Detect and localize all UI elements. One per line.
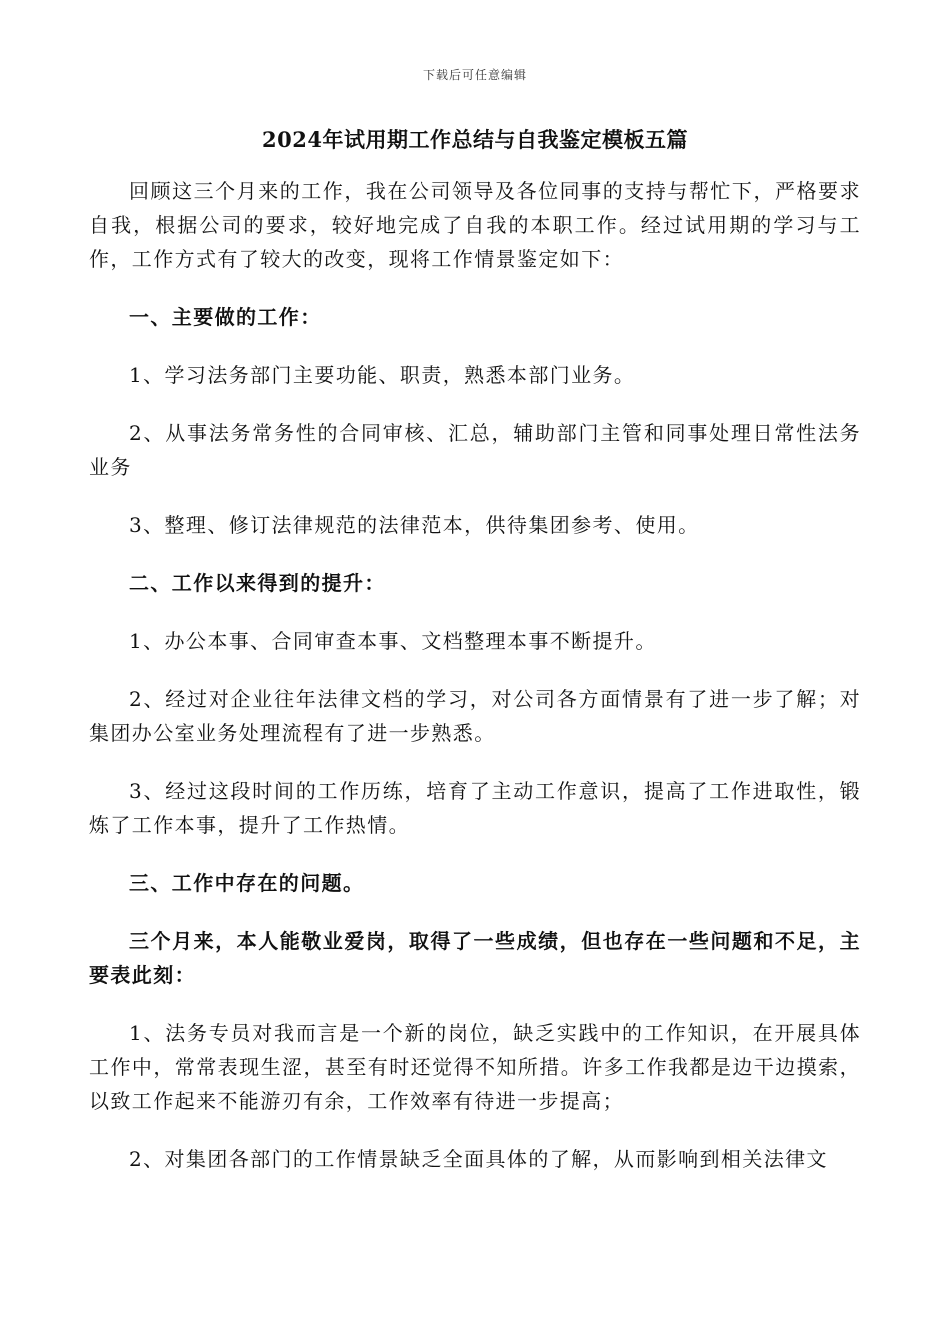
section-3-item-2: 2、对集团各部门的工作情景缺乏全面具体的了解，从而影响到相关法律文: [129, 1147, 828, 1171]
section-2-item-3: 3、经过这段时间的工作历练，培育了主动工作意识，提高了工作进取性，锻炼了工作本事，提升了工作热情。: [89, 779, 861, 837]
section-1-item-1: 1、学习法务部门主要功能、职责，熟悉本部门业务。: [129, 363, 636, 387]
section-2-item-2: 2、经过对企业往年法律文档的学习，对公司各方面情景有了进一步了解；对集团办公室业务处理流程有了进一步熟悉。: [89, 687, 861, 745]
section-3-item-1: 1、法务专员对我而言是一个新的岗位，缺乏实践中的工作知识，在开展具体工作中，常常表现生涩，甚至有时还觉得不知所措。许多工作我都是边干边摸索，以致工作起来不能游刃有余，工作效率有待进一步提高；: [89, 1021, 861, 1113]
section-2-item-1: 1、办公本事、合同审查本事、文档整理本事不断提升。: [129, 629, 657, 653]
document-title: 2024年试用期工作总结与自我鉴定模板五篇: [262, 127, 688, 152]
section-1-item-2: 2、从事法务常务性的合同审核、汇总，辅助部门主管和同事处理日常性法务业务: [89, 421, 861, 479]
document-body: [89, 174, 861, 1176]
section-3-summary: 三个月来，本人能敬业爱岗，取得了一些成绩，但也存在一些问题和不足，主要表此刻：: [89, 929, 861, 987]
header-note: 下载后可任意编辑: [422, 68, 527, 82]
section-heading-3: 三、工作中存在的问题。: [129, 871, 365, 895]
intro-paragraph: 回顾这三个月来的工作，我在公司领导及各位同事的支持与帮忙下，严格要求自我，根据公司的要求，较好地完成了自我的本职工作。经过试用期的学习与工作，工作方式有了较大的改变，现将工作情景鉴定如下：: [89, 179, 861, 271]
section-1-item-3: 3、整理、修订法律规范的法律范本，供待集团参考、使用。: [129, 513, 700, 537]
section-heading-2: 二、工作以来得到的提升：: [129, 571, 386, 595]
section-heading-1: 一、主要做的工作：: [129, 305, 322, 329]
